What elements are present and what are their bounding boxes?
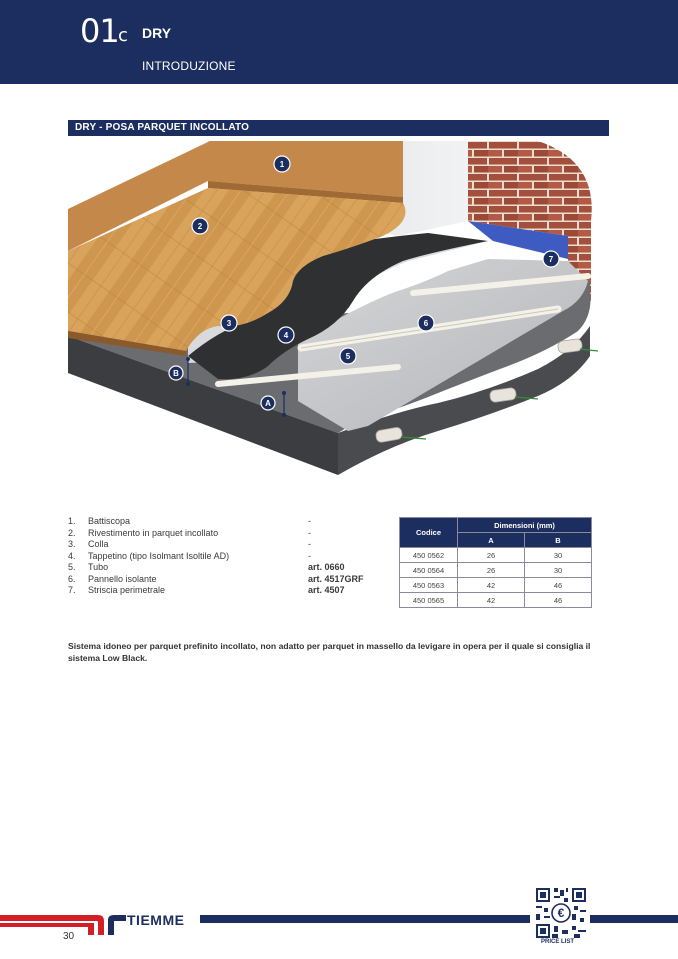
callout-5-text: 5 — [345, 352, 351, 361]
callout-a-text: A — [265, 399, 271, 408]
table-row: 450 0564 26 30 — [400, 563, 592, 578]
legend-item: 1. Battiscopa - — [68, 516, 311, 526]
qr-code[interactable] — [536, 888, 586, 938]
col-header-dimensions: Dimensioni (mm) — [458, 518, 592, 533]
legend-item: 2. Rivestimento in parquet incollato - — [68, 527, 311, 538]
section-subtitle: INTRODUZIONE — [142, 59, 236, 73]
section-title: DRY — [142, 25, 172, 41]
callout-b-text: B — [173, 369, 179, 378]
components-legend — [68, 516, 368, 597]
legend-item: 6. Pannello isolante art. 4517GRF — [68, 573, 364, 584]
table-row: 450 0563 42 46 — [400, 578, 592, 593]
legend-item: 5. Tubo art. 0660 — [68, 562, 345, 572]
col-header-code: Codice — [400, 518, 458, 548]
brand-logo: TIEMME — [127, 912, 185, 928]
section-heading: DRY - POSA PARQUET INCOLLATO — [75, 122, 250, 133]
section-heading-bar — [68, 120, 609, 136]
callout-1-text: 1 — [279, 160, 285, 169]
table-row: 450 0565 42 46 — [400, 593, 592, 608]
section-number: 01 — [80, 12, 119, 50]
svg-text:€: € — [557, 906, 565, 921]
floor-section-illustration — [68, 141, 609, 475]
legend-item: 4. Tappetino (tipo Isolmant Isoltile AD) - — [68, 550, 311, 561]
callout-3-text: 3 — [226, 319, 232, 328]
legend-item: 3. Colla - — [68, 539, 311, 549]
header-band — [0, 0, 678, 84]
col-header-b: B — [525, 533, 592, 548]
qr-label: PRICE LIST — [541, 939, 575, 945]
dimensions-table — [399, 517, 592, 608]
callout-6-text: 6 — [423, 319, 429, 328]
table-row: 450 0562 26 30 — [400, 548, 592, 563]
callout-4-text: 4 — [283, 331, 289, 340]
col-header-a: A — [458, 533, 525, 548]
legend-item: 7. Striscia perimetrale art. 4507 — [68, 585, 345, 595]
callout-7-text: 7 — [548, 255, 554, 264]
section-letter: c — [118, 25, 128, 46]
system-note: Sistema idoneo per parquet prefinito incollato, non adatto per parquet in massello da levigare in opera per il quale si consiglia il sistema Low Black. — [68, 641, 591, 663]
page-number: 30 — [63, 931, 75, 942]
callout-2-text: 2 — [197, 222, 203, 231]
